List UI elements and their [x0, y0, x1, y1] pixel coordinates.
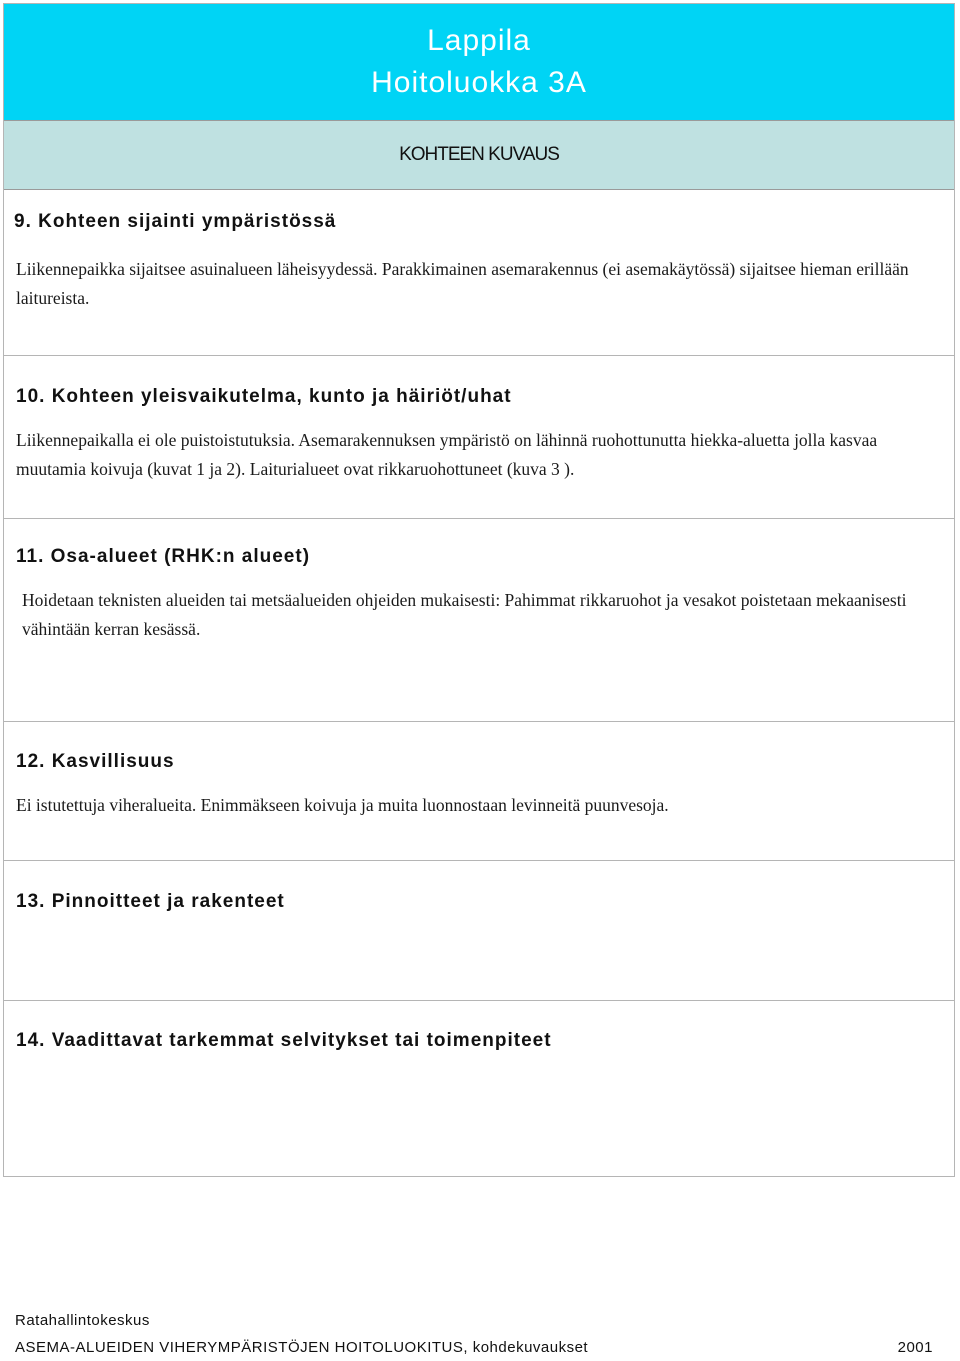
section-text: Liikennepaikalla ei ole puistoistutuksia. Asemarakennuksen ympäristö on lähinnä ruohottunutta hiekka-aluetta jolla kasvaa muutamia koivuja (kuvat 1 ja 2). Laiturialueet ovat rikkaruohottuneet (kuva 3 ).	[16, 430, 878, 479]
section-13	[4, 861, 954, 1001]
section-title: KOHTEEN KUVAUS	[399, 144, 559, 165]
section-heading: 13. Pinnoitteet ja rakenteet	[16, 891, 285, 912]
section-10	[4, 356, 954, 519]
section-text: Liikennepaikka sijaitsee asuinalueen läheisyydessä. Parakkimainen asemarakennus (ei asemakäytössä) sijaitsee hieman erillään laitureista.	[16, 259, 909, 308]
section-12	[4, 722, 954, 861]
section-text: Hoidetaan teknisten alueiden tai metsäalueiden ohjeiden mukaisesti: Pahimmat rikkaruohot ja vesakot poistetaan mekaanisesti vähintään kerran kesässä.	[22, 590, 907, 639]
section-banner	[4, 121, 954, 190]
document-frame	[3, 3, 955, 1177]
footer-organization: Ratahallintokeskus	[15, 1312, 150, 1329]
section-heading: 9. Kohteen sijainti ympäristössä	[14, 211, 337, 232]
title-banner	[4, 4, 954, 121]
section-11	[4, 519, 954, 722]
place-title: Lappila	[427, 24, 531, 57]
class-title: Hoitoluokka 3A	[371, 66, 587, 99]
section-heading: 11. Osa-alueet (RHK:n alueet)	[16, 546, 311, 567]
section-text: Ei istutettuja viheralueita. Enimmäkseen koivuja ja muita luonnostaan levinneitä puunvesoja.	[16, 795, 669, 815]
footer-document-line	[15, 1339, 935, 1356]
footer-year: 2001	[897, 1339, 933, 1356]
section-heading: 14. Vaadittavat tarkemmat selvitykset tai toimenpiteet	[16, 1030, 552, 1051]
section-9	[4, 190, 954, 356]
section-heading: 12. Kasvillisuus	[16, 751, 175, 772]
footer-document-title: ASEMA-ALUEIDEN VIHERYMPÄRISTÖJEN HOITOLUOKITUS, kohdekuvaukset	[15, 1339, 589, 1356]
section-14	[4, 1001, 954, 1176]
section-heading: 10. Kohteen yleisvaikutelma, kunto ja häiriöt/uhat	[16, 386, 512, 407]
